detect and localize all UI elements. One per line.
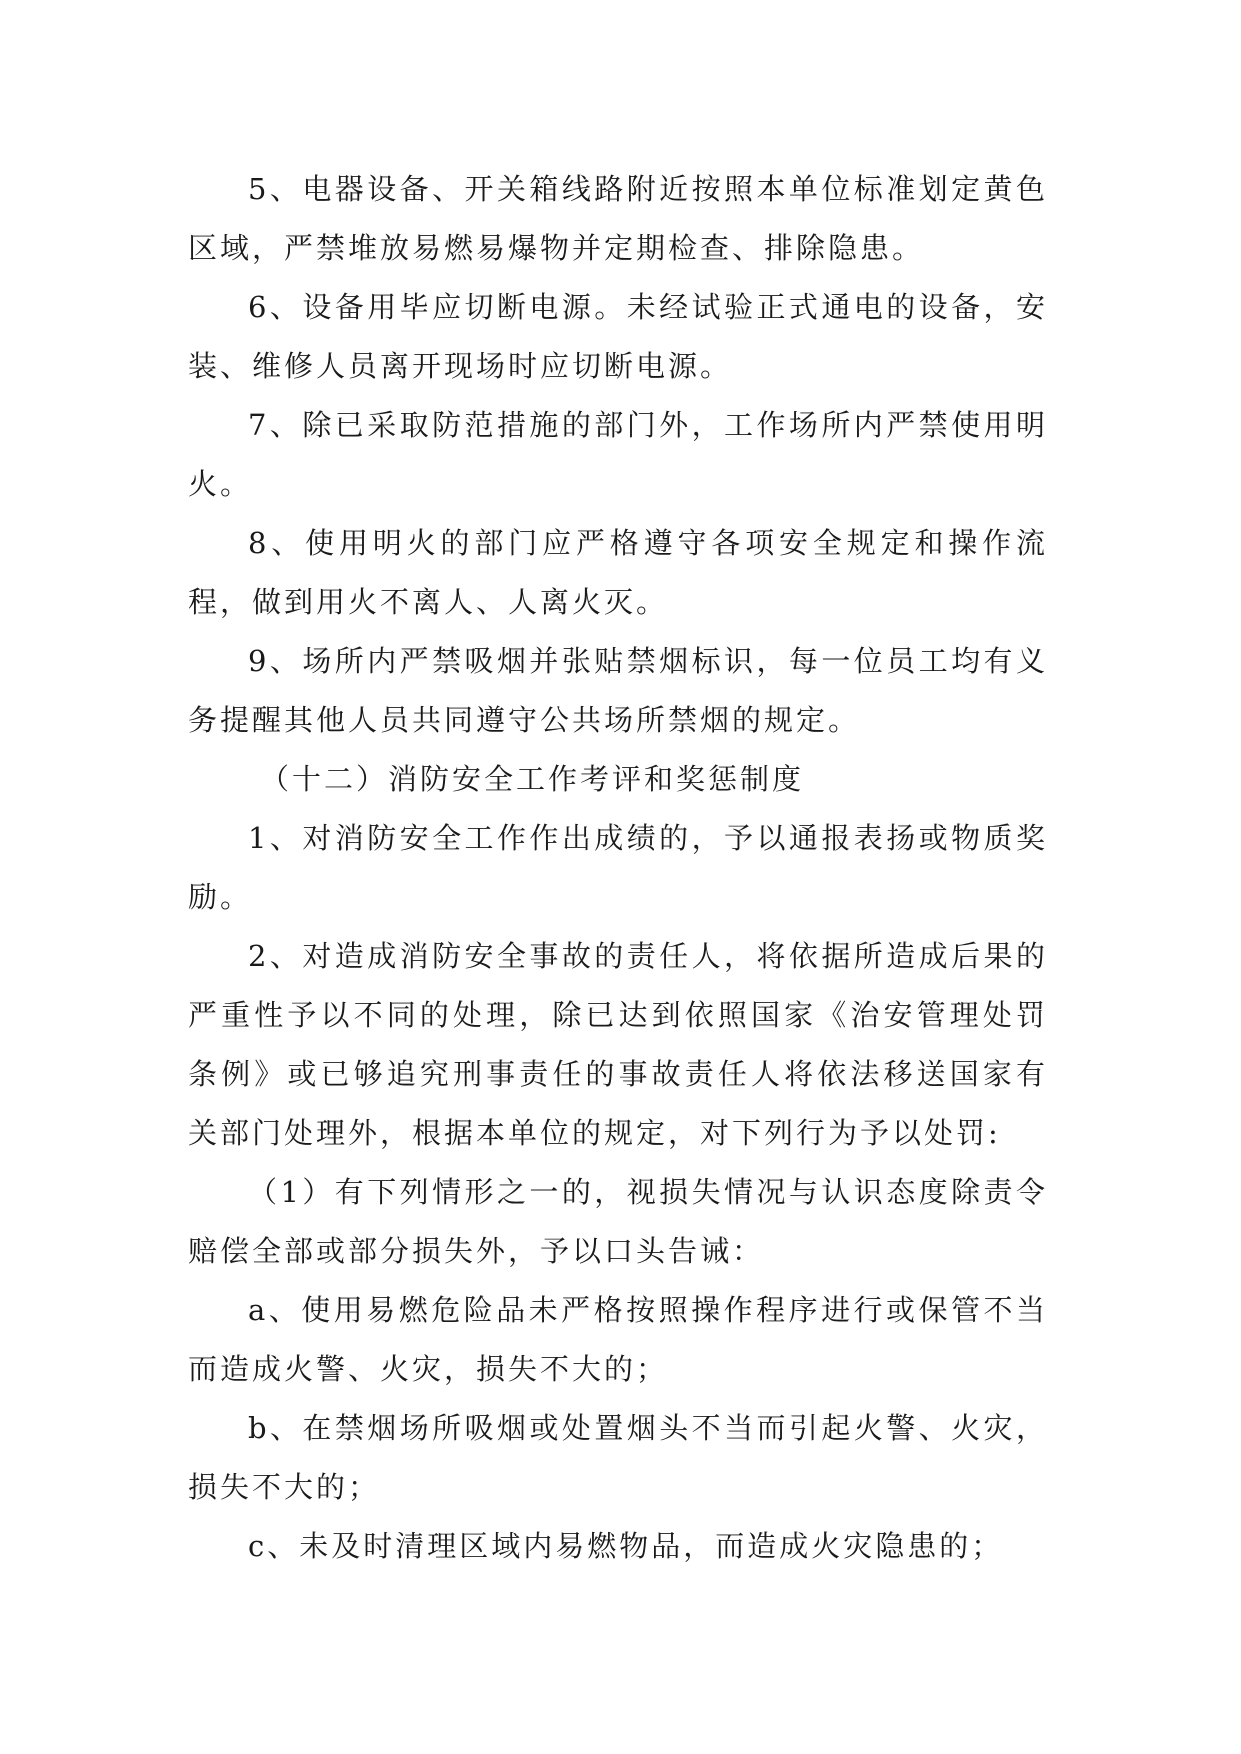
paragraph-item-1: 1、对消防安全工作作出成绩的，予以通报表扬或物质奖励。 — [188, 821, 1048, 914]
paragraph-item-8: 8、使用明火的部门应严格遵守各项安全规定和操作流程，做到用火不离人、人离火灭。 — [188, 526, 1048, 619]
document-body — [188, 160, 1048, 1576]
paragraph-subitem-b: b、在禁烟场所吸烟或处置烟头不当而引起火警、火灾，损失不大的； — [188, 1411, 1048, 1504]
paragraph-item-9: 9、场所内严禁吸烟并张贴禁烟标识，每一位员工均有义务提醒其他人员共同遵守公共场所禁烟的规定。 — [188, 644, 1048, 737]
paragraph-item-7: 7、除已采取防范措施的部门外，工作场所内严禁使用明火。 — [188, 408, 1048, 501]
paragraph-subitem-1: （1）有下列情形之一的，视损失情况与认识态度除责令赔偿全部或部分损失外，予以口头告诫： — [188, 1175, 1048, 1268]
paragraph-item-6: 6、设备用毕应切断电源。未经试验正式通电的设备，安装、维修人员离开现场时应切断电源。 — [188, 290, 1048, 383]
paragraph-item-5: 5、电器设备、开关箱线路附近按照本单位标准划定黄色区域，严禁堆放易燃易爆物并定期检查、排除隐患。 — [188, 172, 1048, 265]
paragraph-subitem-a: a、使用易燃危险品未严格按照操作程序进行或保管不当而造成火警、火灾，损失不大的； — [188, 1293, 1048, 1386]
paragraph-subitem-c: c、未及时清理区域内易燃物品，而造成火灾隐患的； — [248, 1529, 1004, 1563]
section-heading-12: （十二）消防安全工作考评和奖惩制度 — [260, 762, 805, 796]
paragraph-item-2: 2、对造成消防安全事故的责任人，将依据所造成后果的严重性予以不同的处理，除已达到依照国家《治安管理处罚条例》或已够追究刑事责任的事故责任人将依法移送国家有关部门处理外，根据本单位的规定，对下列行为予以处罚: — [188, 939, 1048, 1150]
